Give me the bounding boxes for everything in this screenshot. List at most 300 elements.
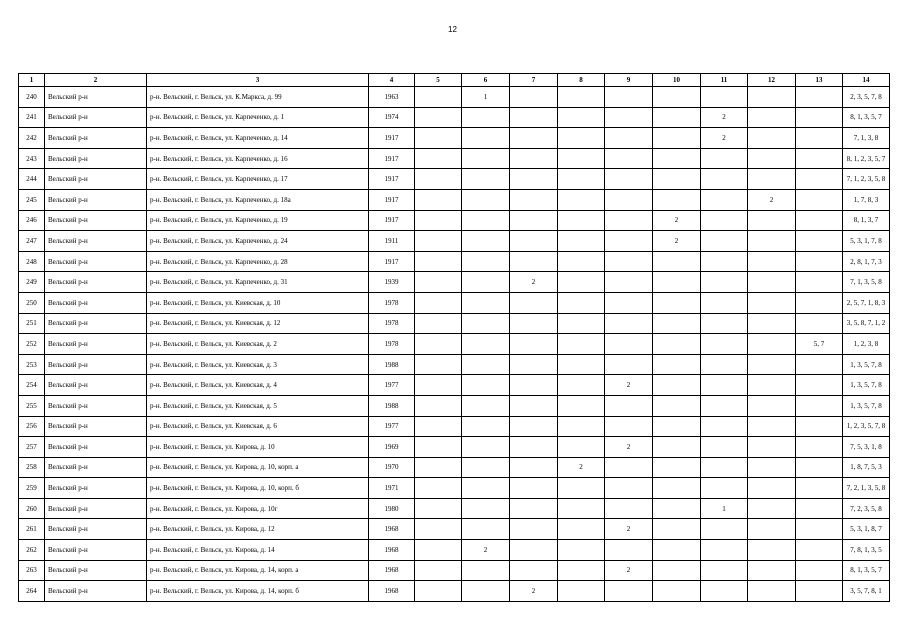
cell-col-9 [605, 189, 653, 210]
cell-address: р-н. Вельский, г. Вельск, ул. Киевская, д. 10 [147, 292, 369, 313]
cell-col-5 [415, 581, 462, 602]
cell-col-9 [605, 148, 653, 169]
cell-col-10 [653, 437, 701, 458]
cell-col-10 [653, 292, 701, 313]
cell-col-14: 8, 1, 3, 5, 7 [843, 107, 890, 128]
cell-col-6 [462, 395, 510, 416]
cell-col-5 [415, 148, 462, 169]
cell-col-14: 7, 1, 2, 3, 5, 8 [843, 169, 890, 190]
cell-district: Вельский р-н [45, 231, 147, 252]
cell-col-12 [748, 128, 796, 149]
cell-col-7 [510, 231, 558, 252]
cell-col-5 [415, 231, 462, 252]
cell-col-6 [462, 292, 510, 313]
cell-col-6 [462, 107, 510, 128]
cell-col-14: 7, 8, 1, 3, 5 [843, 540, 890, 561]
column-header-4: 4 [369, 74, 415, 87]
cell-col-7 [510, 437, 558, 458]
cell-col-12 [748, 457, 796, 478]
cell-year: 1988 [369, 395, 415, 416]
cell-address: р-н. Вельский, г. Вельск, ул. Карпеченко, д. 17 [147, 169, 369, 190]
cell-col-13 [796, 498, 843, 519]
cell-col-10 [653, 87, 701, 108]
cell-row-number: 254 [19, 375, 45, 396]
cell-col-9 [605, 498, 653, 519]
cell-row-number: 261 [19, 519, 45, 540]
cell-col-9 [605, 210, 653, 231]
cell-col-8 [558, 313, 605, 334]
cell-col-9: 2 [605, 519, 653, 540]
cell-col-12 [748, 272, 796, 293]
cell-col-11 [701, 292, 748, 313]
table-row [19, 560, 890, 581]
cell-row-number: 259 [19, 478, 45, 499]
table-row [19, 251, 890, 272]
cell-col-5 [415, 272, 462, 293]
cell-col-6 [462, 128, 510, 149]
cell-col-5 [415, 498, 462, 519]
cell-col-9 [605, 87, 653, 108]
cell-col-5 [415, 210, 462, 231]
cell-col-14: 1, 2, 3, 5, 7, 8 [843, 416, 890, 437]
cell-district: Вельский р-н [45, 560, 147, 581]
cell-col-11 [701, 334, 748, 355]
cell-col-10 [653, 498, 701, 519]
cell-col-13 [796, 354, 843, 375]
cell-col-14: 2, 5, 7, 1, 8, 3 [843, 292, 890, 313]
cell-col-7 [510, 189, 558, 210]
cell-col-12 [748, 251, 796, 272]
cell-col-11 [701, 272, 748, 293]
table-row [19, 457, 890, 478]
table-header [19, 74, 890, 87]
cell-year: 1963 [369, 87, 415, 108]
cell-year: 1977 [369, 416, 415, 437]
cell-col-9 [605, 231, 653, 252]
cell-year: 1971 [369, 478, 415, 499]
cell-col-9 [605, 128, 653, 149]
cell-col-14: 8, 1, 2, 3, 5, 7 [843, 148, 890, 169]
cell-year: 1978 [369, 334, 415, 355]
cell-col-14: 2, 3, 5, 7, 8 [843, 87, 890, 108]
cell-col-12 [748, 560, 796, 581]
cell-col-12 [748, 354, 796, 375]
column-header-2: 2 [45, 74, 147, 87]
cell-row-number: 241 [19, 107, 45, 128]
cell-col-13 [796, 128, 843, 149]
cell-col-13 [796, 148, 843, 169]
cell-col-5 [415, 437, 462, 458]
cell-row-number: 255 [19, 395, 45, 416]
cell-district: Вельский р-н [45, 581, 147, 602]
table-row [19, 272, 890, 293]
cell-col-13 [796, 416, 843, 437]
cell-col-11 [701, 395, 748, 416]
cell-col-8 [558, 498, 605, 519]
cell-row-number: 250 [19, 292, 45, 313]
cell-col-7 [510, 478, 558, 499]
cell-col-8 [558, 189, 605, 210]
cell-col-7 [510, 128, 558, 149]
column-header-6: 6 [462, 74, 510, 87]
cell-year: 1969 [369, 437, 415, 458]
cell-col-9: 2 [605, 437, 653, 458]
cell-col-14: 3, 5, 7, 8, 1 [843, 581, 890, 602]
cell-col-6 [462, 560, 510, 581]
cell-col-8 [558, 560, 605, 581]
cell-address: р-н. Вельский, г. Вельск, ул. Кирова, д. 12 [147, 519, 369, 540]
cell-district: Вельский р-н [45, 210, 147, 231]
cell-col-10 [653, 189, 701, 210]
column-header-1: 1 [19, 74, 45, 87]
table-row [19, 210, 890, 231]
table-row [19, 128, 890, 149]
cell-year: 1917 [369, 169, 415, 190]
cell-col-10 [653, 128, 701, 149]
cell-col-5 [415, 87, 462, 108]
cell-col-5 [415, 457, 462, 478]
cell-year: 1911 [369, 231, 415, 252]
cell-col-8 [558, 540, 605, 561]
table-row [19, 292, 890, 313]
cell-col-6 [462, 231, 510, 252]
cell-col-8 [558, 395, 605, 416]
cell-address: р-н. Вельский, г. Вельск, ул. Киевская, д. 12 [147, 313, 369, 334]
cell-col-9 [605, 169, 653, 190]
cell-col-5 [415, 478, 462, 499]
cell-col-12 [748, 148, 796, 169]
column-header-14: 14 [843, 74, 890, 87]
cell-row-number: 260 [19, 498, 45, 519]
cell-col-8 [558, 148, 605, 169]
column-header-7: 7 [510, 74, 558, 87]
cell-col-6 [462, 313, 510, 334]
cell-row-number: 248 [19, 251, 45, 272]
cell-col-14: 1, 2, 3, 8 [843, 334, 890, 355]
cell-col-11 [701, 540, 748, 561]
cell-col-14: 5, 3, 1, 7, 8 [843, 231, 890, 252]
cell-col-9: 2 [605, 560, 653, 581]
cell-year: 1980 [369, 498, 415, 519]
cell-col-9 [605, 457, 653, 478]
cell-col-13 [796, 231, 843, 252]
cell-col-10 [653, 519, 701, 540]
cell-col-11 [701, 148, 748, 169]
cell-col-6 [462, 189, 510, 210]
cell-col-13 [796, 478, 843, 499]
cell-col-12 [748, 581, 796, 602]
cell-col-5 [415, 313, 462, 334]
cell-col-9 [605, 107, 653, 128]
cell-col-10: 2 [653, 210, 701, 231]
cell-year: 1970 [369, 457, 415, 478]
cell-district: Вельский р-н [45, 148, 147, 169]
cell-col-6 [462, 519, 510, 540]
cell-col-12: 2 [748, 189, 796, 210]
table-row [19, 437, 890, 458]
cell-col-12 [748, 107, 796, 128]
cell-col-5 [415, 292, 462, 313]
cell-col-14: 1, 3, 5, 7, 8 [843, 354, 890, 375]
cell-col-7 [510, 416, 558, 437]
cell-col-5 [415, 107, 462, 128]
cell-col-10 [653, 457, 701, 478]
cell-district: Вельский р-н [45, 272, 147, 293]
cell-col-7 [510, 251, 558, 272]
cell-col-12 [748, 169, 796, 190]
cell-col-10 [653, 375, 701, 396]
cell-col-8 [558, 478, 605, 499]
page-number: 12 [448, 25, 457, 34]
cell-row-number: 258 [19, 457, 45, 478]
table-body [19, 87, 890, 602]
cell-col-14: 2, 8, 1, 7, 3 [843, 251, 890, 272]
cell-col-13 [796, 251, 843, 272]
cell-col-14: 7, 5, 3, 1, 8 [843, 437, 890, 458]
cell-col-14: 7, 1, 3, 8 [843, 128, 890, 149]
cell-col-9 [605, 313, 653, 334]
cell-col-8 [558, 581, 605, 602]
cell-col-8 [558, 231, 605, 252]
cell-col-13 [796, 210, 843, 231]
cell-district: Вельский р-н [45, 292, 147, 313]
cell-col-8: 2 [558, 457, 605, 478]
cell-row-number: 246 [19, 210, 45, 231]
cell-col-9 [605, 416, 653, 437]
cell-year: 1978 [369, 313, 415, 334]
cell-col-9 [605, 334, 653, 355]
cell-col-8 [558, 334, 605, 355]
cell-col-13 [796, 313, 843, 334]
cell-col-14: 7, 2, 3, 5, 8 [843, 498, 890, 519]
cell-col-7 [510, 292, 558, 313]
cell-district: Вельский р-н [45, 107, 147, 128]
cell-row-number: 264 [19, 581, 45, 602]
cell-col-14: 1, 7, 8, 3 [843, 189, 890, 210]
cell-col-13 [796, 519, 843, 540]
cell-col-7 [510, 107, 558, 128]
cell-district: Вельский р-н [45, 375, 147, 396]
cell-col-11 [701, 560, 748, 581]
cell-col-5 [415, 189, 462, 210]
cell-address: р-н. Вельский, г. Вельск, ул. Карпеченко, д. 16 [147, 148, 369, 169]
table-row [19, 519, 890, 540]
cell-year: 1968 [369, 519, 415, 540]
cell-year: 1968 [369, 581, 415, 602]
cell-col-12 [748, 375, 796, 396]
cell-col-5 [415, 251, 462, 272]
cell-col-9 [605, 478, 653, 499]
cell-address: р-н. Вельский, г. Вельск, ул. Кирова, д. 10г [147, 498, 369, 519]
cell-col-7: 2 [510, 581, 558, 602]
cell-address: р-н. Вельский, г. Вельск, ул. Карпеченко, д. 24 [147, 231, 369, 252]
cell-col-6 [462, 148, 510, 169]
cell-col-6 [462, 498, 510, 519]
cell-col-5 [415, 519, 462, 540]
cell-col-10: 2 [653, 231, 701, 252]
table-row [19, 169, 890, 190]
table-row [19, 354, 890, 375]
cell-col-14: 1, 3, 5, 7, 8 [843, 375, 890, 396]
column-header-10: 10 [653, 74, 701, 87]
cell-col-6 [462, 375, 510, 396]
cell-col-13 [796, 189, 843, 210]
cell-col-5 [415, 416, 462, 437]
table-row [19, 107, 890, 128]
cell-col-8 [558, 210, 605, 231]
cell-col-5 [415, 334, 462, 355]
cell-district: Вельский р-н [45, 395, 147, 416]
cell-col-8 [558, 87, 605, 108]
cell-col-5 [415, 540, 462, 561]
table-row [19, 231, 890, 252]
cell-col-9 [605, 395, 653, 416]
cell-col-7 [510, 540, 558, 561]
cell-col-8 [558, 272, 605, 293]
cell-col-11 [701, 437, 748, 458]
cell-row-number: 243 [19, 148, 45, 169]
cell-col-9 [605, 251, 653, 272]
cell-col-5 [415, 354, 462, 375]
cell-col-7 [510, 313, 558, 334]
cell-district: Вельский р-н [45, 498, 147, 519]
table-row [19, 87, 890, 108]
cell-col-6 [462, 169, 510, 190]
cell-address: р-н. Вельский, г. Вельск, ул. Карпеченко, д. 31 [147, 272, 369, 293]
cell-district: Вельский р-н [45, 334, 147, 355]
cell-col-9 [605, 292, 653, 313]
cell-col-11 [701, 313, 748, 334]
cell-col-8 [558, 128, 605, 149]
cell-col-14: 7, 1, 3, 5, 8 [843, 272, 890, 293]
cell-col-8 [558, 107, 605, 128]
cell-col-8 [558, 519, 605, 540]
cell-col-11: 2 [701, 128, 748, 149]
cell-col-7 [510, 560, 558, 581]
cell-col-12 [748, 437, 796, 458]
cell-district: Вельский р-н [45, 313, 147, 334]
cell-col-5 [415, 560, 462, 581]
cell-col-14: 5, 3, 1, 8, 7 [843, 519, 890, 540]
table-row [19, 375, 890, 396]
table-row [19, 395, 890, 416]
cell-district: Вельский р-н [45, 457, 147, 478]
cell-year: 1977 [369, 375, 415, 396]
cell-col-11 [701, 519, 748, 540]
cell-col-6 [462, 437, 510, 458]
cell-col-14: 1, 8, 7, 5, 3 [843, 457, 890, 478]
cell-address: р-н. Вельский, г. Вельск, ул. Карпеченко, д. 18а [147, 189, 369, 210]
cell-row-number: 240 [19, 87, 45, 108]
cell-col-6 [462, 334, 510, 355]
cell-col-12 [748, 334, 796, 355]
cell-col-8 [558, 354, 605, 375]
cell-col-11 [701, 416, 748, 437]
cell-address: р-н. Вельский, г. Вельск, ул. Карпеченко, д. 28 [147, 251, 369, 272]
column-header-11: 11 [701, 74, 748, 87]
cell-col-13 [796, 395, 843, 416]
cell-col-9 [605, 540, 653, 561]
cell-col-11 [701, 251, 748, 272]
cell-col-10 [653, 272, 701, 293]
cell-col-13 [796, 560, 843, 581]
cell-col-14: 3, 5, 8, 7, 1, 2 [843, 313, 890, 334]
cell-district: Вельский р-н [45, 478, 147, 499]
cell-col-12 [748, 87, 796, 108]
cell-col-6: 2 [462, 540, 510, 561]
cell-col-7 [510, 519, 558, 540]
cell-col-6 [462, 251, 510, 272]
cell-col-10 [653, 148, 701, 169]
cell-col-14: 8, 1, 3, 5, 7 [843, 560, 890, 581]
cell-district: Вельский р-н [45, 87, 147, 108]
table-row [19, 478, 890, 499]
header-row [19, 74, 890, 87]
cell-col-7 [510, 498, 558, 519]
cell-col-14: 8, 1, 3, 7 [843, 210, 890, 231]
cell-col-10 [653, 251, 701, 272]
cell-district: Вельский р-н [45, 416, 147, 437]
cell-col-11 [701, 354, 748, 375]
cell-col-9 [605, 354, 653, 375]
cell-row-number: 263 [19, 560, 45, 581]
cell-col-6: 1 [462, 87, 510, 108]
cell-col-13: 5, 7 [796, 334, 843, 355]
cell-row-number: 262 [19, 540, 45, 561]
cell-col-10 [653, 313, 701, 334]
cell-col-11: 2 [701, 107, 748, 128]
cell-col-6 [462, 581, 510, 602]
cell-col-8 [558, 416, 605, 437]
table-row [19, 540, 890, 561]
column-header-9: 9 [605, 74, 653, 87]
cell-col-12 [748, 395, 796, 416]
column-header-8: 8 [558, 74, 605, 87]
cell-col-10 [653, 581, 701, 602]
cell-col-7 [510, 210, 558, 231]
cell-col-10 [653, 540, 701, 561]
table-row [19, 148, 890, 169]
cell-col-7 [510, 334, 558, 355]
cell-col-13 [796, 292, 843, 313]
cell-address: р-н. Вельский, г. Вельск, ул. Карпеченко, д. 1 [147, 107, 369, 128]
cell-col-6 [462, 457, 510, 478]
cell-district: Вельский р-н [45, 189, 147, 210]
cell-col-8 [558, 292, 605, 313]
table-row [19, 313, 890, 334]
cell-col-12 [748, 540, 796, 561]
cell-address: р-н. Вельский, г. Вельск, ул. Карпеченко, д. 14 [147, 128, 369, 149]
cell-col-6 [462, 416, 510, 437]
cell-col-14: 1, 3, 5, 7, 8 [843, 395, 890, 416]
table-row [19, 581, 890, 602]
cell-row-number: 251 [19, 313, 45, 334]
table-row [19, 416, 890, 437]
cell-col-7 [510, 148, 558, 169]
cell-row-number: 256 [19, 416, 45, 437]
cell-year: 1917 [369, 128, 415, 149]
cell-address: р-н. Вельский, г. Вельск, ул. Кирова, д. 14, корп. б [147, 581, 369, 602]
cell-col-9 [605, 581, 653, 602]
cell-col-10 [653, 354, 701, 375]
cell-col-11 [701, 169, 748, 190]
cell-col-6 [462, 478, 510, 499]
cell-col-7 [510, 375, 558, 396]
column-header-5: 5 [415, 74, 462, 87]
cell-year: 1974 [369, 107, 415, 128]
cell-col-7 [510, 395, 558, 416]
cell-col-6 [462, 354, 510, 375]
